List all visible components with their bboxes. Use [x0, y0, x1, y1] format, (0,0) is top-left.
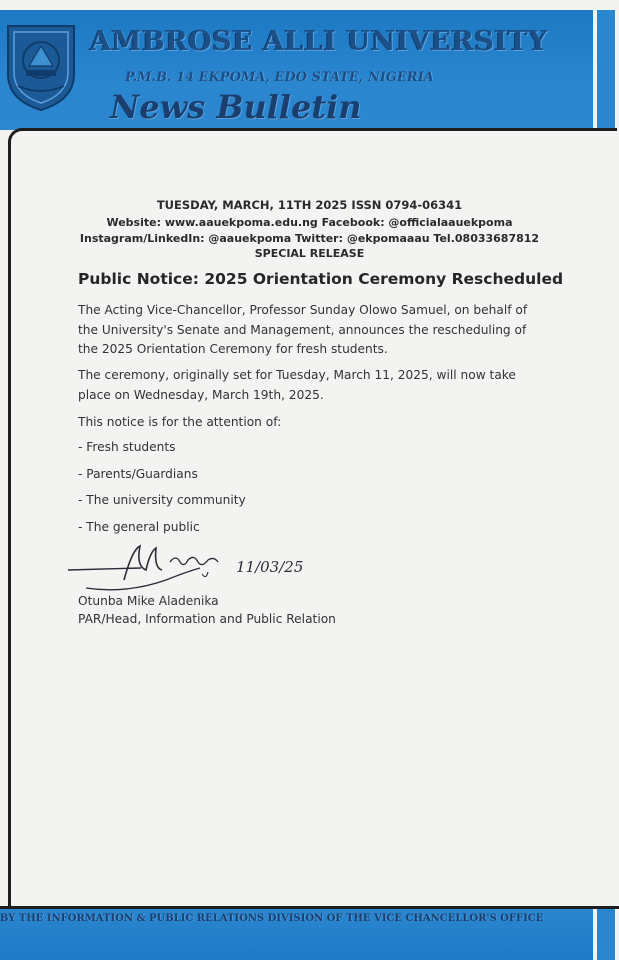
signer-name: Otunba Mike Aladenika — [78, 594, 219, 608]
notice-paragraph-2: The ceremony, originally set for Tuesday, March 11, 2025, will now take place on Wednesday, March 19th, 2025. — [78, 368, 516, 402]
footer-band — [0, 909, 619, 960]
masthead — [0, 10, 619, 130]
notice-title: Public Notice: 2025 Orientation Ceremony Rescheduled — [78, 270, 564, 288]
list-item: - Fresh students — [78, 440, 176, 454]
list-item: - Parents/Guardians — [78, 466, 198, 481]
attention-intro: This notice is for the attention of: — [78, 415, 282, 429]
footer-text: BY THE INFORMATION & PUBLIC RELATIONS DIVISION OF THE VICE CHANCELLOR'S OFFICE — [0, 913, 544, 924]
bulletin-title: News Bulletin — [110, 88, 362, 126]
list-item: - The university community — [78, 493, 246, 507]
notice-paragraph-1: The Acting Vice-Chancellor, Professor Sunday Olowo Samuel, on behalf of the University's Senate and Management, announces the rescheduling of the 2025 Orientation Ceremony for fresh students. — [78, 303, 528, 356]
audience-list — [78, 440, 478, 546]
release-type: SPECIAL RELEASE — [254, 247, 365, 260]
handwritten-signature — [66, 540, 316, 596]
university-name: AMBROSE ALLI UNIVERSITY — [90, 26, 548, 57]
svg-text:11/03/25: 11/03/25 — [236, 558, 304, 576]
list-item: - The general public — [78, 519, 200, 534]
signer-title: PAR/Head, Information and Public Relation — [78, 612, 336, 626]
issue-date-issn: TUESDAY, MARCH, 11TH 2025 ISSN 0794-06341 — [156, 198, 463, 212]
footer-edge-bar — [595, 909, 615, 960]
masthead-edge-bar — [595, 10, 615, 130]
website-facebook-line: Website: www.aauekpoma.edu.ng Facebook: @officialaauekpoma — [106, 216, 513, 229]
social-contact-line: Instagram/LinkedIn: @aauekpoma Twitter: @ekpomaaau Tel.08033687812 — [79, 232, 540, 245]
university-address: P.M.B. 14 EKPOMA, EDO STATE, NIGERIA — [125, 70, 434, 85]
university-crest-icon — [2, 16, 80, 112]
